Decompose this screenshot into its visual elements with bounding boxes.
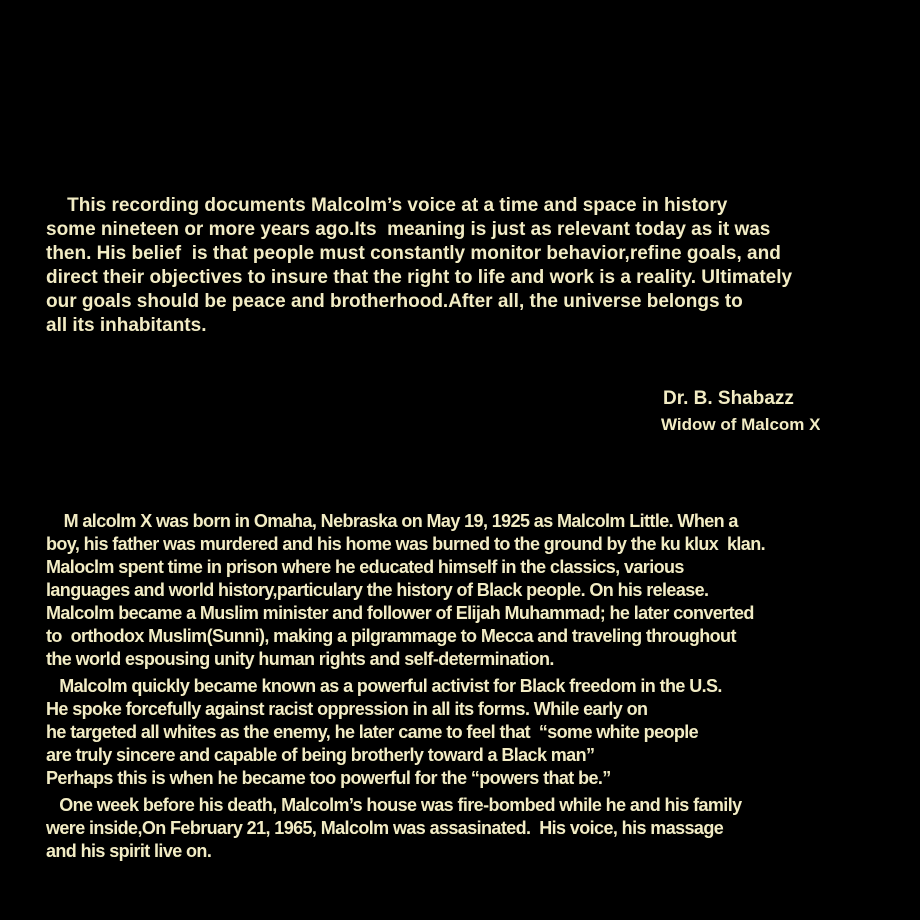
signature-name: Dr. B. Shabazz bbox=[663, 388, 794, 409]
bio-line: boy, his father was murdered and his home was burned to the ground by the ku klux klan. bbox=[46, 534, 765, 554]
bio-line: One week before his death, Malcolm’s house was fire-bombed while he and his family bbox=[46, 795, 742, 815]
bio-line: he targeted all whites as the enemy, he later came to feel that “some white people bbox=[46, 722, 699, 742]
bio-line: Perhaps this is when he became too powerful for the “powers that be.” bbox=[46, 768, 611, 788]
bio-line: are truly sincere and capable of being brotherly toward a Black man” bbox=[46, 745, 595, 765]
bio-line: M alcolm X was born in Omaha, Nebraska on May 19, 1925 as Malcolm Little. When a bbox=[46, 511, 738, 531]
bio-line: to orthodox Muslim(Sunni), making a pilgrammage to Mecca and traveling throughout bbox=[46, 626, 736, 646]
intro-line: some nineteen or more years ago.Its meaning is just as relevant today as it was bbox=[46, 219, 771, 240]
intro-line: This recording documents Malcolm’s voice at a time and space in history bbox=[46, 195, 728, 216]
bio-line: the world espousing unity human rights and self-determination. bbox=[46, 649, 554, 669]
bio-line: He spoke forcefully against racist oppression in all its forms. While early on bbox=[46, 699, 648, 719]
intro-line: all its inhabitants. bbox=[46, 315, 207, 336]
bio-line: and his spirit live on. bbox=[46, 841, 212, 861]
intro-line: then. His belief is that people must constantly monitor behavior,refine goals, and bbox=[46, 243, 781, 264]
signature-title: Widow of Malcom X bbox=[661, 415, 821, 434]
bio-line: Malcolm became a Muslim minister and follower of Elijah Muhammad; he later converted bbox=[46, 603, 754, 623]
bio-line: were inside,On February 21, 1965, Malcolm was assasinated. His voice, his massage bbox=[46, 818, 724, 838]
bio-line: languages and world history,particulary the history of Black people. On his release. bbox=[46, 580, 709, 600]
intro-line: our goals should be peace and brotherhood.After all, the universe belongs to bbox=[46, 291, 743, 312]
bio-line: Malcolm quickly became known as a powerful activist for Black freedom in the U.S. bbox=[46, 676, 722, 696]
intro-line: direct their objectives to insure that the right to life and work is a reality. Ultimately bbox=[46, 267, 793, 288]
bio-line: Maloclm spent time in prison where he educated himself in the classics, various bbox=[46, 557, 684, 577]
